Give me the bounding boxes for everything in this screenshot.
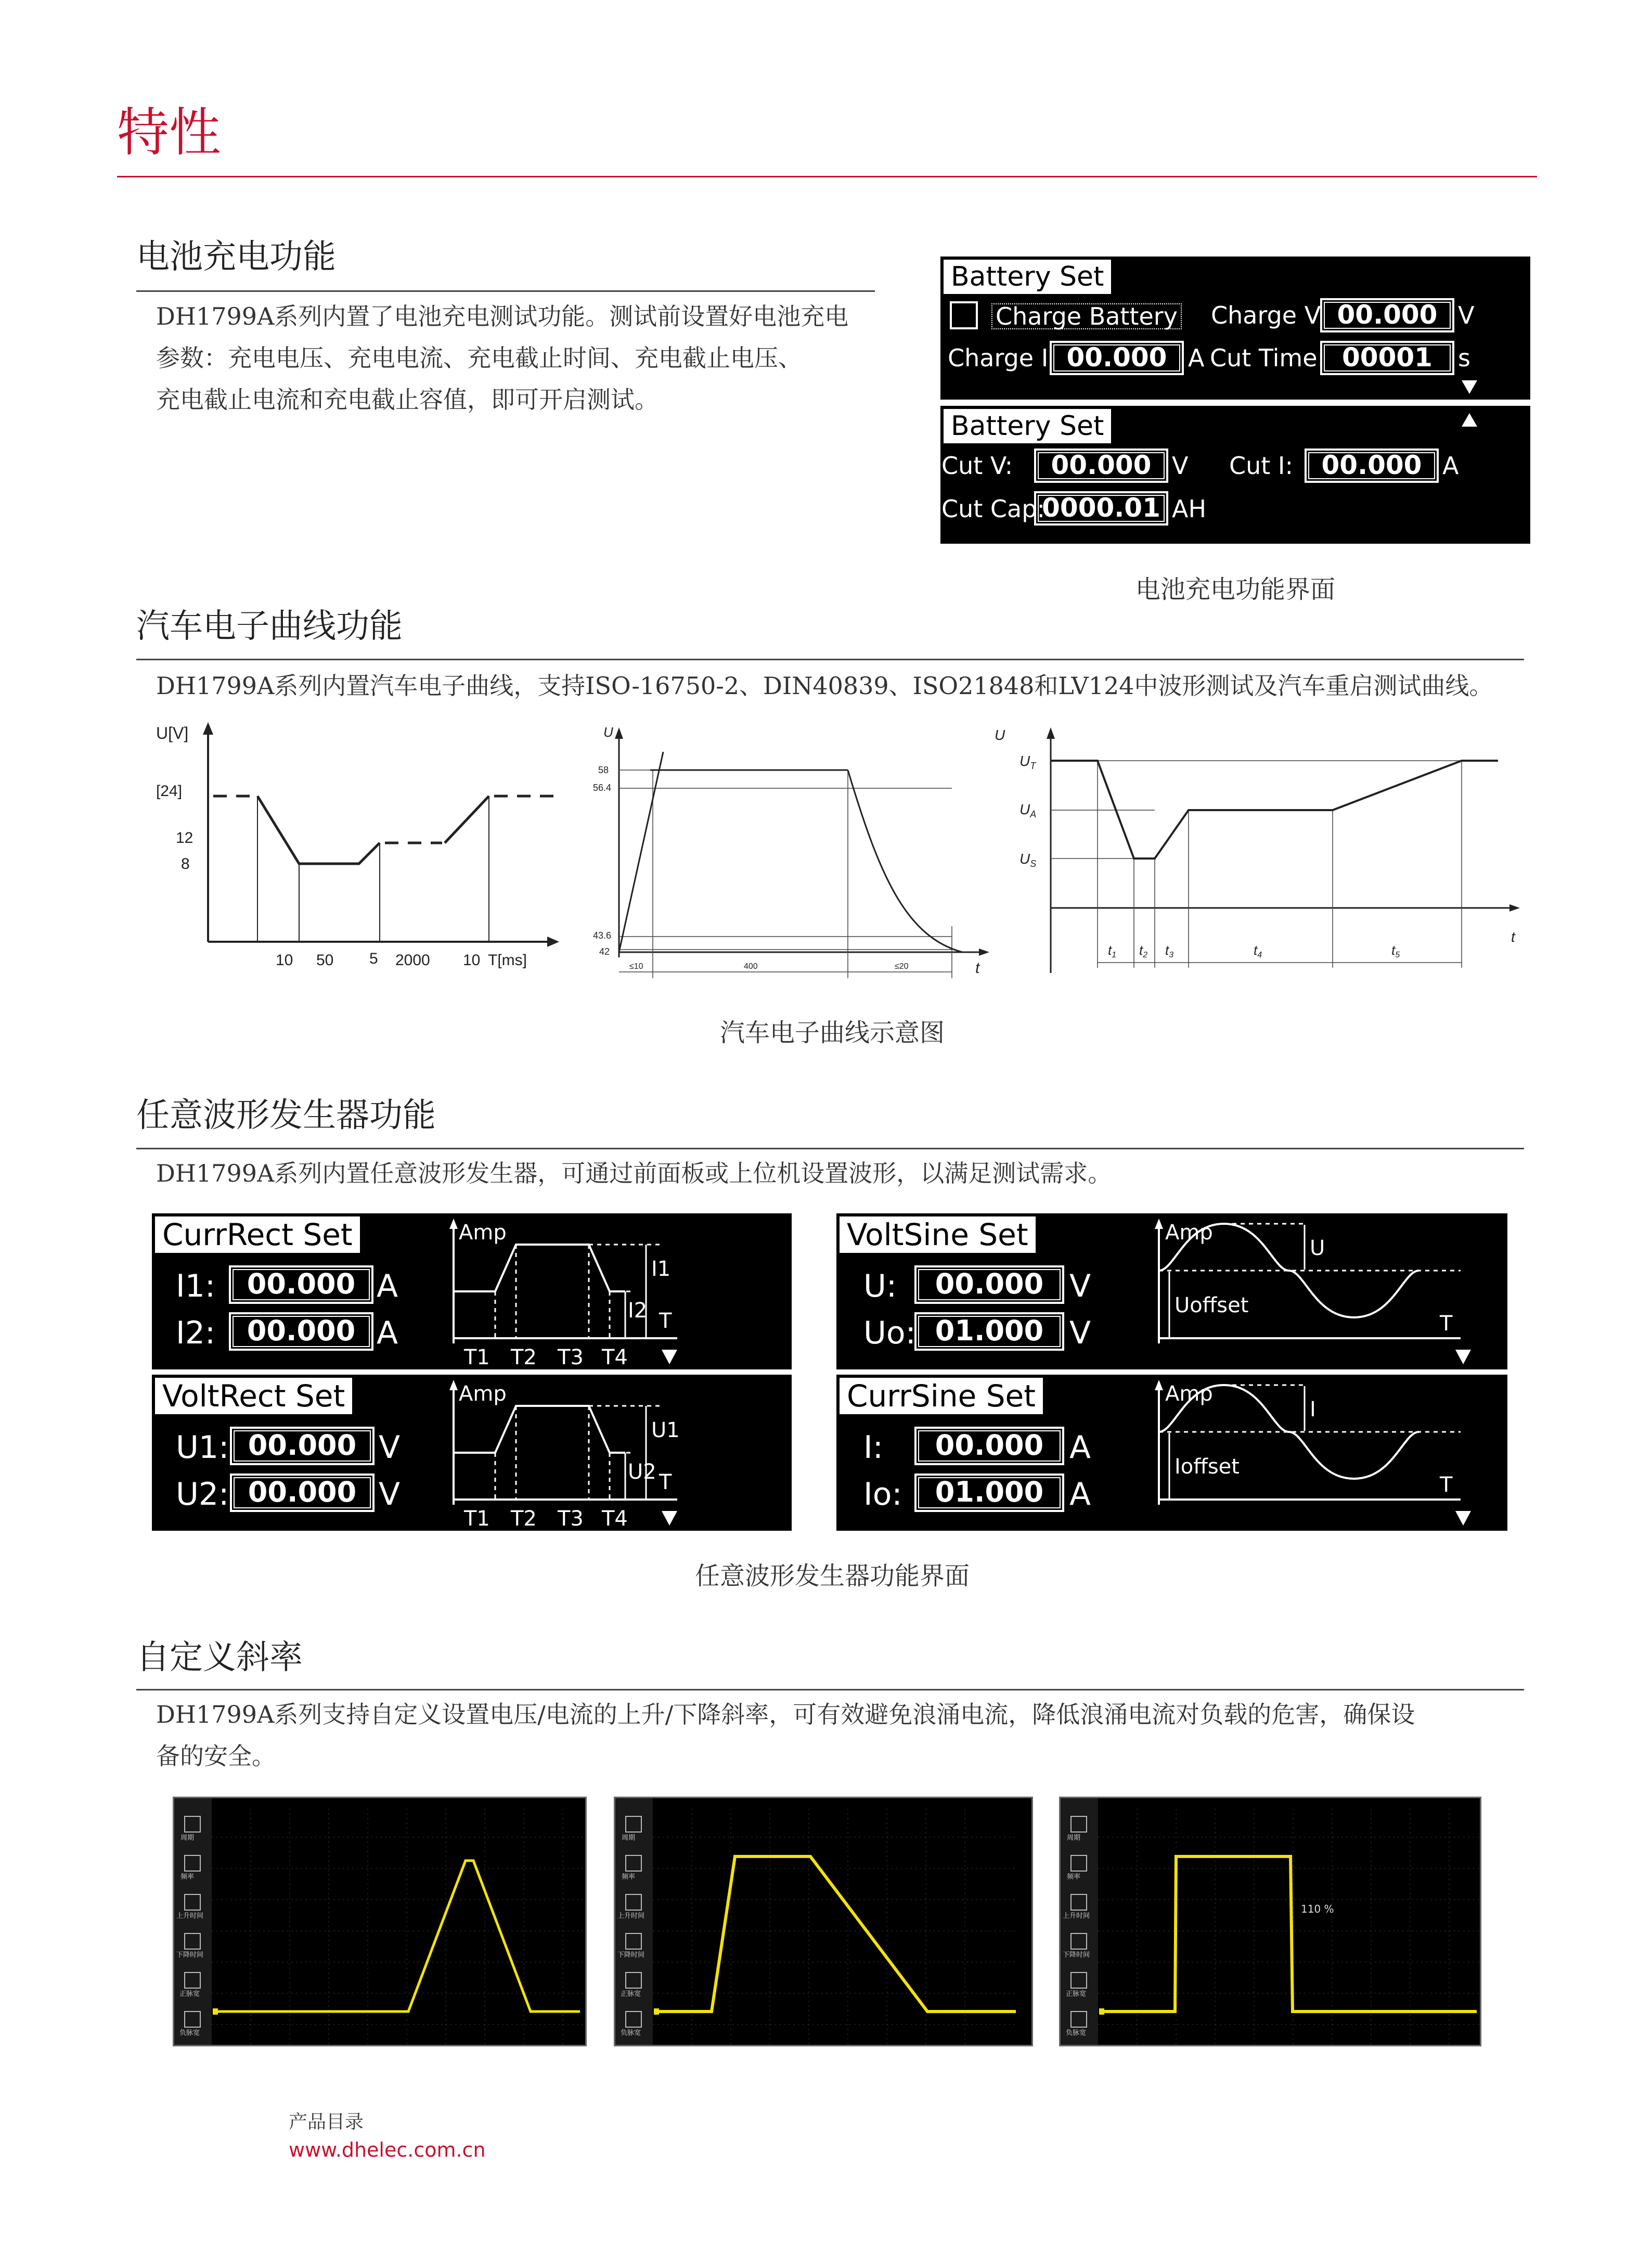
awg-panel-tab: CurrRect Set [155, 1216, 360, 1253]
awg-param2-label: Uo: [863, 1315, 916, 1351]
awg-x-label: T1 [464, 1507, 490, 1531]
cut-time-unit: s [1458, 344, 1470, 372]
segment-t1: t [1108, 942, 1112, 958]
awg-amp-label: Amp [459, 1382, 507, 1406]
chart1-y-title: U[V] [156, 724, 189, 742]
battery-description [156, 296, 848, 420]
awg-x-label: T2 [511, 1346, 537, 1369]
scope-menu-item[interactable]: 负脉宽 [621, 2029, 641, 2037]
awg-param2-label: Io: [863, 1476, 902, 1513]
awg-param2-unit: A [377, 1315, 398, 1351]
section-title-awg: 任意波形发生器功能 [136, 1096, 436, 1135]
scope-menu-item[interactable]: 负脉宽 [179, 2029, 200, 2037]
battery-set-tab: Battery Set [944, 409, 1111, 443]
charge-i-label: Charge I: [948, 344, 1056, 372]
chart1-y-tick: 12 [176, 829, 193, 847]
battery-set-screen-1 [940, 257, 1530, 400]
segment-t5: t [1391, 942, 1396, 958]
scope-menu-item[interactable]: 正脉宽 [621, 1990, 641, 1998]
awg-x-label: T2 [511, 1507, 537, 1531]
svg-text:t5 [1391, 942, 1400, 959]
svg-text:UT [1019, 753, 1037, 771]
awg-param1-field[interactable]: 00.000 [230, 1427, 375, 1465]
awg-x-label: T4 [602, 1507, 628, 1531]
segment-t4: t [1254, 942, 1258, 958]
scroll-down-icon[interactable] [662, 1350, 677, 1364]
awg-param2-field[interactable]: 00.000 [230, 1474, 375, 1512]
section-rule-awg [136, 1148, 1524, 1149]
awg-offset-label: Ioffset [1175, 1455, 1240, 1479]
scroll-down-icon[interactable] [1455, 1350, 1471, 1364]
chart2-y-title: U [603, 724, 613, 740]
awg-param1-unit: A [1069, 1429, 1091, 1466]
charge-v-label: Charge V: [1211, 301, 1327, 329]
section-title-battery: 电池充电功能 [136, 238, 336, 276]
segment-t3: t [1165, 942, 1169, 958]
slope-description-line: DH1799A系列支持自定义设置电压/电流的上升/下降斜率，可有效避免浪涌电流，降低浪涌电流对负载的危害，确保设 [156, 1700, 1415, 1728]
chart2-dim: ≤20 [895, 962, 909, 971]
awg-param1-label: I: [863, 1429, 883, 1466]
charge-v-field[interactable]: 00.000 [1320, 298, 1454, 332]
awg-t-label: T [1440, 1312, 1453, 1336]
footer-label: 产品目录 [289, 2111, 364, 2133]
scope-menu-item[interactable]: 下降时间 [176, 1951, 204, 1959]
awg-sine-waveform [1138, 1375, 1507, 1531]
section-rule-battery [136, 290, 875, 292]
awg-param2-label: U2: [176, 1476, 229, 1513]
awg-panel-tab: CurrSine Set [840, 1378, 1043, 1414]
awg-high-label: U1 [651, 1418, 680, 1442]
scope-menu-item[interactable]: 下降时间 [617, 1951, 645, 1959]
awg-low-label: I2 [628, 1299, 648, 1323]
scope-display [174, 1798, 585, 2045]
awg-sine-waveform [1138, 1213, 1507, 1369]
awg-param1-field[interactable]: 00.000 [914, 1427, 1064, 1465]
scope-menu-item[interactable]: 周期 [1067, 1834, 1081, 1842]
scope-menu-item[interactable]: 频率 [180, 1873, 195, 1881]
cut-cap-field[interactable]: 0000.01 [1034, 491, 1168, 526]
automotive-caption: 汽车电子曲线示意图 [719, 1018, 945, 1047]
awg-caption: 任意波形发生器功能界面 [694, 1561, 970, 1591]
segment-t3-sub: 3 [1169, 951, 1174, 959]
chart1-y-tick: [24] [156, 783, 183, 800]
chart2-y-tick: 58 [598, 765, 609, 775]
awg-param2-field[interactable]: 01.000 [914, 1312, 1064, 1351]
awg-param1-unit: A [377, 1268, 398, 1304]
awg-amp-label: Amp [459, 1221, 507, 1245]
chart2-y-tick: 43.6 [593, 930, 612, 941]
chart2-dim: 400 [744, 962, 758, 971]
awg-low-label: U2 [628, 1460, 656, 1484]
automotive-curve-1 [151, 718, 567, 978]
svg-text:UA [1019, 801, 1036, 819]
automotive-curve-3 [978, 718, 1524, 978]
awg-x-label: T4 [602, 1346, 628, 1369]
scope-menu-item[interactable]: 上升时间 [1063, 1912, 1090, 1920]
awg-panel-tab: VoltSine Set [840, 1216, 1036, 1253]
scope-screen-trapezoid [614, 1797, 1033, 2046]
cut-v-label: Cut V: [941, 452, 1013, 480]
level-us-sub: S [1030, 859, 1037, 869]
charge-i-unit: A [1188, 344, 1205, 372]
section-rule-slope [136, 1689, 1524, 1690]
awg-panel-curr-sine [836, 1375, 1507, 1531]
chart1-x-title: T[ms] [488, 952, 527, 969]
cut-i-unit: A [1442, 452, 1459, 480]
awg-param1-field[interactable]: 00.000 [914, 1265, 1064, 1304]
scope-display [615, 1798, 1031, 2045]
scope-readout: 110 % [1301, 1903, 1334, 1915]
awg-description: DH1799A系列内置任意波形发生器，可通过前面板或上位机设置波形，以满足测试需求。 [156, 1159, 1112, 1187]
awg-t-label: T [1440, 1473, 1453, 1497]
battery-description-line: DH1799A系列内置了电池充电测试功能。测试前设置好电池充电 [156, 302, 849, 330]
cut-i-label: Cut I: [1229, 452, 1293, 480]
awg-rect-waveform [433, 1375, 792, 1531]
chart3-x-title: t [1511, 929, 1515, 945]
svg-text:t1 [1108, 942, 1116, 959]
battery-description-line: 充电截止电流和充电截止容值，即可开启测试。 [156, 386, 659, 414]
awg-param1-label: U1: [176, 1429, 229, 1466]
awg-t-label: T [659, 1309, 672, 1333]
chart2-dim: ≤10 [629, 962, 643, 971]
awg-amp-label: Amp [1165, 1221, 1213, 1245]
chart1-x-tick: 50 [316, 952, 334, 969]
chart2-y-tick: 56.4 [593, 783, 612, 793]
cut-v-unit: V [1172, 452, 1189, 480]
scope-menu-item[interactable]: 下降时间 [1063, 1951, 1090, 1959]
chart1-x-tick: 5 [369, 950, 378, 967]
chart2-y-tick: 42 [599, 946, 610, 957]
awg-t-label: T [659, 1470, 672, 1494]
awg-param2-unit: A [1069, 1476, 1091, 1513]
level-us-label: U [1019, 851, 1030, 867]
awg-offset-label: Uoffset [1175, 1293, 1249, 1317]
awg-param2-field[interactable]: 01.000 [914, 1474, 1064, 1512]
chart2-x-title: t [975, 959, 980, 977]
chart1-x-tick: 2000 [395, 952, 430, 969]
battery-description-line: 参数：充电电压、充电电流、充电截止时间、充电截止电压、 [156, 344, 802, 372]
scope-menu-item[interactable]: 正脉宽 [1066, 1990, 1087, 1998]
scroll-down-icon[interactable] [1455, 1511, 1471, 1526]
svg-text:US [1019, 851, 1036, 869]
scope-menu-item[interactable]: 负脉宽 [1066, 2029, 1087, 2037]
page-title: 特性 [117, 102, 221, 163]
chart1-y-tick: 8 [181, 855, 190, 873]
footer-url-link[interactable]: www.dhelec.com.cn [289, 2138, 486, 2161]
slope-description [156, 1694, 1415, 1777]
title-divider [117, 176, 1537, 177]
chart1-x-tick: 10 [463, 952, 481, 969]
cut-i-field[interactable]: 00.000 [1305, 449, 1439, 483]
scope-screen-triangle [173, 1797, 587, 2046]
awg-amplitude-label: I [1310, 1398, 1316, 1421]
segment-t2-sub: 2 [1143, 951, 1148, 959]
svg-text:t2 [1139, 942, 1147, 959]
awg-param2-unit: V [379, 1476, 401, 1513]
scroll-down-icon[interactable] [662, 1511, 677, 1526]
section-title-slope: 自定义斜率 [136, 1638, 303, 1677]
scope-menu-item[interactable]: 周期 [180, 1834, 195, 1842]
cut-cap-unit: AH [1172, 495, 1207, 523]
cut-time-field[interactable]: 00001 [1320, 341, 1454, 375]
level-ut-label: U [1019, 753, 1030, 769]
automotive-curve-2 [588, 718, 993, 978]
battery-caption: 电池充电功能界面 [1135, 575, 1335, 604]
charge-v-unit: V [1458, 301, 1475, 329]
charge-battery-label: Charge Battery [991, 303, 1182, 329]
awg-panel-curr-rect [152, 1213, 792, 1369]
awg-param1-unit: V [1069, 1268, 1091, 1304]
segment-t5-sub: 5 [1395, 951, 1400, 959]
awg-param1-label: U: [863, 1268, 897, 1304]
awg-param2-label: I2: [176, 1315, 216, 1351]
chart1-x-tick: 10 [276, 952, 293, 969]
awg-panel-tab: VoltRect Set [155, 1378, 352, 1414]
scroll-down-icon[interactable] [1461, 379, 1478, 395]
scope-display [1061, 1798, 1480, 2045]
charge-i-field[interactable]: 00.000 [1050, 341, 1184, 375]
section-rule-automotive [136, 659, 1524, 660]
svg-text:t3 [1165, 942, 1173, 959]
segment-t2: t [1139, 942, 1143, 958]
automotive-description: DH1799A系列内置汽车电子曲线，支持ISO-16750-2、DIN40839、ISO21848和LV124中波形测试及汽车重启测试曲线。 [156, 672, 1493, 700]
scope-screen-square [1059, 1797, 1481, 2046]
battery-set-screen-2 [940, 406, 1530, 544]
slope-description-line: 备的安全。 [156, 1742, 276, 1770]
level-ut-sub: T [1030, 761, 1036, 771]
awg-high-label: I1 [651, 1257, 671, 1281]
awg-x-label: T1 [464, 1346, 490, 1369]
cut-v-field[interactable]: 00.000 [1034, 449, 1168, 483]
awg-amp-label: Amp [1165, 1382, 1213, 1406]
charge-battery-checkbox[interactable] [950, 301, 978, 329]
awg-param1-unit: V [379, 1429, 401, 1466]
awg-param2-unit: V [1069, 1315, 1091, 1351]
awg-param1-field[interactable]: 00.000 [229, 1265, 373, 1304]
awg-param2-field[interactable]: 00.000 [229, 1312, 373, 1351]
awg-panel-volt-sine [836, 1213, 1507, 1369]
segment-t4-sub: 4 [1257, 951, 1262, 959]
scope-menu-item[interactable]: 正脉宽 [179, 1990, 200, 1998]
battery-set-tab: Battery Set [944, 260, 1111, 294]
scope-menu-item[interactable]: 上升时间 [617, 1912, 645, 1920]
awg-x-label: T3 [558, 1346, 584, 1369]
awg-panel-volt-rect [152, 1375, 792, 1531]
awg-amplitude-label: U [1310, 1236, 1325, 1260]
scope-menu-item[interactable]: 频率 [1067, 1873, 1081, 1881]
segment-t1-sub: 1 [1112, 951, 1117, 959]
awg-x-label: T3 [558, 1507, 584, 1531]
awg-rect-waveform [433, 1213, 792, 1369]
scroll-up-icon[interactable] [1461, 412, 1478, 428]
cut-cap-label: Cut Cap: [941, 495, 1045, 523]
level-ua-label: U [1019, 801, 1030, 817]
svg-text:t4 [1254, 942, 1262, 959]
scope-menu-item[interactable]: 上升时间 [176, 1912, 204, 1920]
chart3-y-title: U [995, 727, 1005, 743]
section-title-automotive: 汽车电子曲线功能 [136, 607, 403, 646]
scope-menu-item[interactable]: 频率 [622, 1873, 636, 1881]
scope-menu-item[interactable]: 周期 [622, 1834, 636, 1842]
cut-time-label: Cut Time: [1210, 344, 1326, 372]
level-ua-sub: A [1030, 809, 1037, 819]
awg-param1-label: I1: [176, 1268, 216, 1304]
